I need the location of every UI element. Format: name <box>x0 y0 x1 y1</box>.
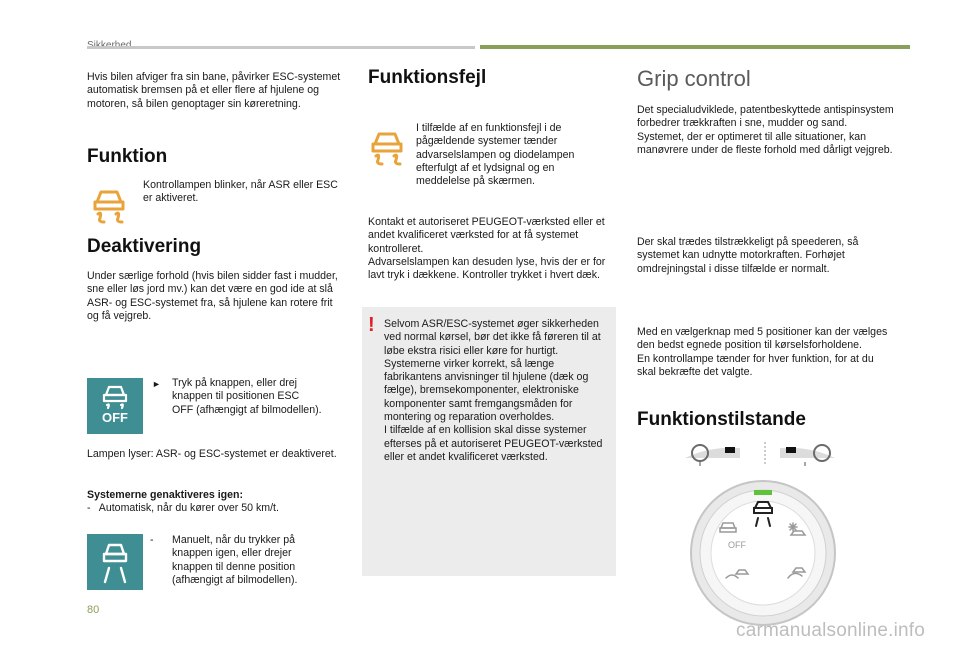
contact-text-2: Advarselslampen kan desuden lyse, hvis der er for lavt tryk i dækkene. Kontroller trykket i hvert dæk. <box>368 256 606 282</box>
warning-text: Selvom ASR/ESC-systemet øger sikkerheden ved normal kørsel, bør det ikke få føreren til at løbe ekstra risici eller køre for hurtigt. Systemerne virker korrekt, så længe fabrikantens anvisninger til hjulene (dæk og fælge), bremsekomponenter, elektroniske komponenter samt fremgangsmåden for montering og reparation overholdes. I tilfælde af en kollision skal disse systemer efterses på et autoriseret PEUGEOT-værksted eller et andet kvalificeret værksted. <box>384 318 603 463</box>
manual-text: Manuelt, når du trykker på knappen igen, eller drejer knappen til denne position (afhængigt af bilmodellen). <box>172 534 298 586</box>
grip-paragraph-1: Det specialudviklede, patentbeskyttede antispinsystem forbedrer trækkraften i sne, mudder og sand. Systemet, der er optimeret til alle situationer, kan manøvrere under de fleste forhold med dårligt vejgreb. <box>637 104 894 156</box>
reactivate-auto: - Automatisk, når du kører over 50 km/t. <box>87 502 279 514</box>
grip-paragraph-2: Der skal trædes tilstrækkeligt på speederen, så systemet kan udnytte motorkraften. Forhøjet omdrejningstal i disse tilfælde er normalt. <box>637 236 859 275</box>
intro-paragraph: Hvis bilen afviger fra sin bane, påvirker ESC-systemet automatisk bremsen på et eller flere af hjulene og motoren, så bilen genoptager sin køreretning. <box>87 71 341 110</box>
page-number: 80 <box>87 604 100 616</box>
esc-on-button-icon <box>87 534 143 590</box>
dial-off-label: OFF <box>728 540 746 550</box>
steering-wheel-indicators <box>680 440 840 466</box>
contact-text: Kontakt et autoriseret PEUGEOT-værksted eller et andet kvalificeret værksted for at få systemet kontrolleret. <box>368 216 605 255</box>
fault-text: I tilfælde af en funktionsfejl i de pågældende systemer tænder advarselslampen og diodelampen efterfulgt af et lydsignal og en meddelelse på skærmen. <box>416 122 575 188</box>
esc-off-button-icon <box>87 378 143 434</box>
deaktivering-text: Under særlige forhold (hvis bilen sidder fast i mudder, sne eller løs jord mv.) kan det være en god ide at slå ASR- og ESC-systemet fra, så hjulene kan rotere frit og få vejgreb. <box>87 270 338 322</box>
reactivate-title: Systemerne genaktiveres igen: <box>87 489 244 501</box>
grip-control-dial[interactable] <box>688 478 838 628</box>
watermark: carmanualsonline.info <box>736 620 926 641</box>
funktionstilstande-heading: Funktionstilstande <box>637 409 806 430</box>
funktion-heading: Funktion <box>87 146 168 167</box>
grip-control-heading: Grip control <box>637 66 751 91</box>
press-bullet: ► <box>152 379 161 389</box>
lamp-text: Lampen lyser: ASR- og ESC-systemet er deaktiveret. <box>87 448 337 460</box>
press-instruction: Tryk på knappen, eller drej knappen til positionen ESC OFF (afhængigt af bilmodellen). <box>172 377 322 416</box>
funktion-text: Kontrollampen blinker, når ASR eller ESC er aktiveret. <box>143 179 338 205</box>
warning-mark: ! <box>368 314 375 336</box>
header-rule-gray <box>87 46 475 49</box>
header-rule-green <box>480 45 910 49</box>
grip-paragraph-3: Med en vælgerknap med 5 positioner kan der vælges den bedst egnede position til kørselsforholdene. En kontrollampe tænder for hver funktion, for at du skal bekræfte det valgte. <box>637 326 888 378</box>
manual-dash: - <box>150 534 154 546</box>
off-label: OFF <box>102 410 128 425</box>
deaktivering-heading: Deaktivering <box>87 236 202 257</box>
esc-warning-icon <box>88 182 130 224</box>
funktionsfejl-heading: Funktionsfejl <box>368 67 487 88</box>
esc-fault-icon <box>366 124 408 166</box>
